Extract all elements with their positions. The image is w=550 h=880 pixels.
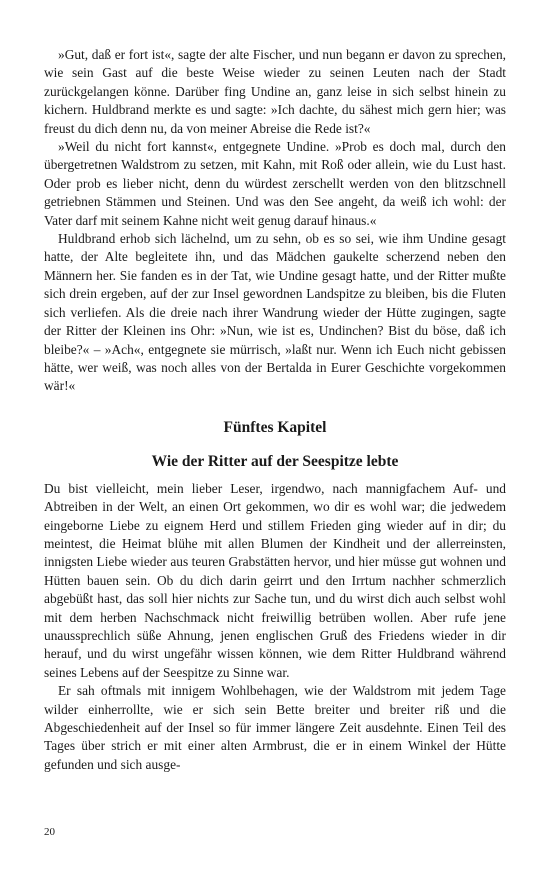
- paragraph: »Weil du nicht fort kannst«, entgegnete Undine. »Prob es doch mal, durch den übergetretnen Waldstrom zu setzen, mit Kahn, mit Roß oder allein, wie du Lust hast. Oder prob es lieber nicht, denn du würdest zerschellt werden von den blitzschnell getriebnen Stämmen und Steinen. Und was den See angeht, da weiß ich wohl: der Vater darf mit seinem Kahne nicht weit genug darauf hinaus.«: [44, 139, 506, 228]
- chapter-subtitle: Wie der Ritter auf der Seespitze lebte: [151, 452, 399, 470]
- paragraph: »Gut, daß er fort ist«, sagte der alte Fischer, und nun begann er davon zu sprechen, wie sein Gast auf die beste Weise wieder zu seinen Leuten nach der Stadt zurückgelangen könne. Darüber fing Undine an, ganz leise in sich selbst hinein zu kichern. Huldbrand merkte es und sagte: »Ich dachte, du sähest mich gern hier; was freust du dich denn nu, da von meiner Abreise die Rede ist?«: [44, 47, 506, 136]
- paragraph: Huldbrand erhob sich lächelnd, um zu sehn, ob es so sei, wie ihm Undine gesagt hatte, der Alte begleitete ihn, und das Mädchen gaukelte scherzend neben den Männern her. Sie fanden es in der Tat, wie Undine gesagt hatte, und der Ritter mußte sich drein ergeben, auf der zur Insel gewordnen Landspitze zu bleiben, bis die Fluten sich verliefen. Als die dreie nach ihrer Wandrung wieder der Hütte zugingen, sagte der Ritter der Kleinen ins Ohr: »Nun, wie ist es, Undinchen? Bist du böse, daß ich bleibe?« – »Ach«, entgegnete sie mürrisch, »laßt nur. Wenn ich Euch nicht gebissen hätte, wer weiß, was noch alles von der Bertalda in Eurer Geschichte vorgekommen wär!«: [44, 231, 506, 394]
- chapter-title: Fünftes Kapitel: [223, 418, 327, 436]
- paragraph: Du bist vielleicht, mein lieber Leser, irgendwo, nach mannigfachem Auf- und Abtreiben in der Welt, an einen Ort gekommen, wo dir es wohl war; die jedwedem eingeborne Liebe zu eignem Herd und stillem Frieden ging wieder auf in dir; du meintest, die Heimat blühe mit allen Blumen der Kindheit und der allerreinsten, innigsten Liebe wieder aus teuren Grabstätten hervor, und hier müsse gut wohnen und Hütten bauen sein. Ob du dich darin geirrt und den Irrtum nachher schmerzlich abgebüßt hast, das soll hier nichts zur Sache tun, und du wirst dich auch selbst wohl mit dem herben Nachschmack nicht freiwillig betrüben wollen. Aber rufe jene unaussprechlich süße Ahnung, jenen englischen Gruß des Friedens wieder in dir herauf, und du wirst ungefähr wissen können, wie dem Ritter Huldbrand während seines Lebens auf der Seespitze zu Sinne war.: [44, 480, 506, 680]
- paragraph: Er sah oftmals mit innigem Wohlbehagen, wie der Waldstrom mit jedem Tage wilder einherrollte, wie er sich sein Bette breiter und breiter riß und die Abgeschiedenheit auf der Insel so für immer längere Zeit ausdehnte. Einen Teil des Tages über strich er mit einer alten Armbrust, die er in einem Winkel der Hütte gefunden und sich ausge-: [44, 683, 506, 772]
- page-number: 20: [44, 826, 55, 838]
- book-page: [44, 46, 506, 774]
